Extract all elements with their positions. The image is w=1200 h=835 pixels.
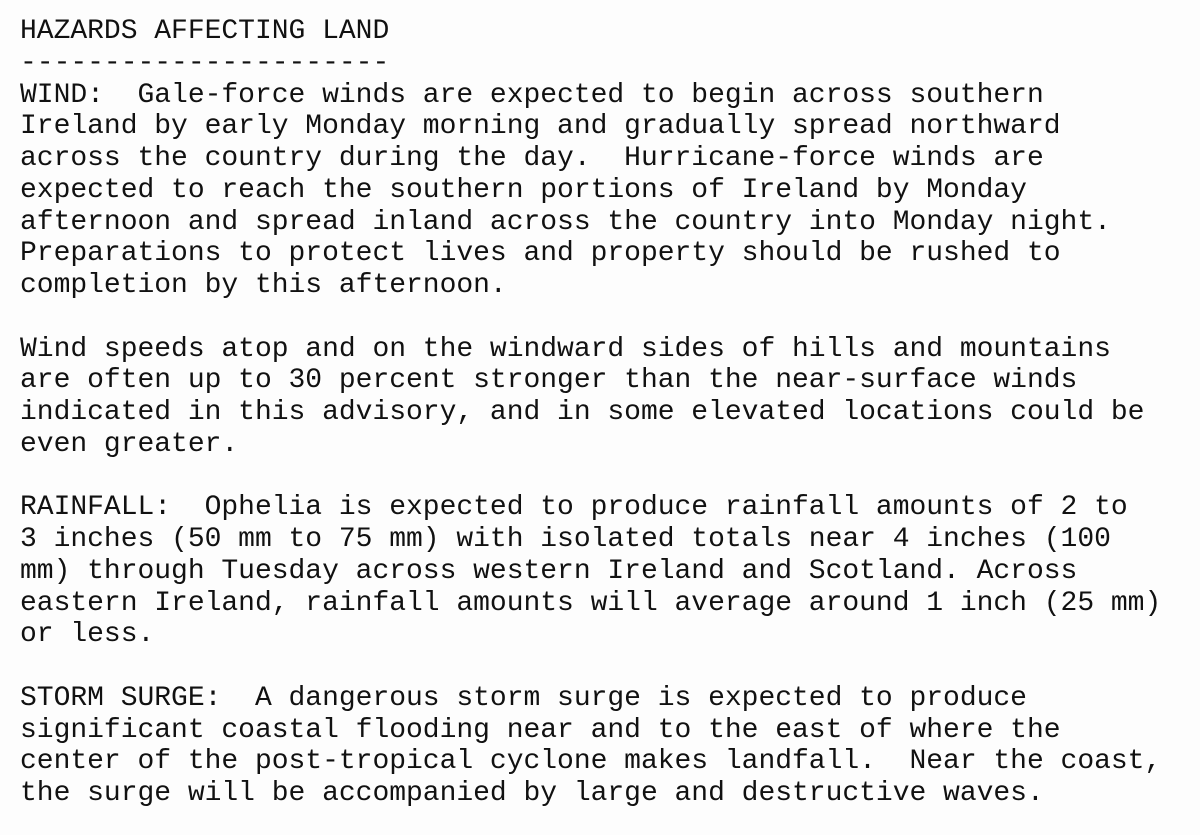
paragraph-line: Preparations to protect lives and property should be rushed to bbox=[20, 238, 1061, 270]
storm-surge-paragraph bbox=[20, 683, 1190, 810]
paragraph-line: indicated in this advisory, and in some elevated locations could be bbox=[20, 397, 1145, 428]
section-heading: HAZARDS AFFECTING LAND bbox=[20, 16, 390, 47]
wind-elevation-paragraph bbox=[20, 334, 1190, 461]
heading-rule: ---------------------- bbox=[20, 47, 390, 79]
paragraph-line: eastern Ireland, rainfall amounts will average around 1 inch (25 mm) bbox=[20, 587, 1162, 619]
paragraph-line: Ireland by early Monday morning and gradually spread northward bbox=[20, 111, 1061, 143]
paragraph-line: significant coastal flooding near and to the east of where the bbox=[20, 714, 1061, 746]
paragraph-line: across the country during the day. Hurricane-force winds are bbox=[20, 143, 1044, 174]
paragraph-line: expected to reach the southern portions of Ireland by Monday bbox=[20, 174, 1027, 206]
rainfall-paragraph bbox=[20, 492, 1190, 651]
paragraph-line: WIND: Gale-force winds are expected to begin across southern bbox=[20, 79, 1044, 111]
paragraph-line: center of the post-tropical cyclone makes landfall. Near the coast, bbox=[20, 746, 1162, 778]
paragraph-line: completion by this afternoon. bbox=[20, 270, 507, 301]
paragraph-gap bbox=[20, 302, 1190, 334]
wind-paragraph bbox=[20, 80, 1190, 302]
paragraph-line: or less. bbox=[20, 619, 155, 651]
paragraph-line: afternoon and spread inland across the country into Monday night. bbox=[20, 206, 1111, 238]
paragraph-gap bbox=[20, 461, 1190, 493]
paragraph-line: Wind speeds atop and on the windward sides of hills and mountains bbox=[20, 333, 1111, 365]
paragraph-line: 3 inches (50 mm to 75 mm) with isolated totals near 4 inches (100 bbox=[20, 524, 1111, 555]
paragraph-line: the surge will be accompanied by large and destructive waves. bbox=[20, 778, 1044, 809]
advisory-document bbox=[20, 16, 1190, 810]
paragraph-line: RAINFALL: Ophelia is expected to produce rainfall amounts of 2 to bbox=[20, 492, 1128, 524]
paragraph-line: STORM SURGE: A dangerous storm surge is expected to produce bbox=[20, 682, 1027, 714]
paragraph-line: are often up to 30 percent stronger than the near-surface winds bbox=[20, 365, 1078, 397]
paragraph-gap bbox=[20, 651, 1190, 683]
paragraph-line: mm) through Tuesday across western Ireland and Scotland. Across bbox=[20, 555, 1078, 587]
paragraph-line: even greater. bbox=[20, 428, 239, 460]
